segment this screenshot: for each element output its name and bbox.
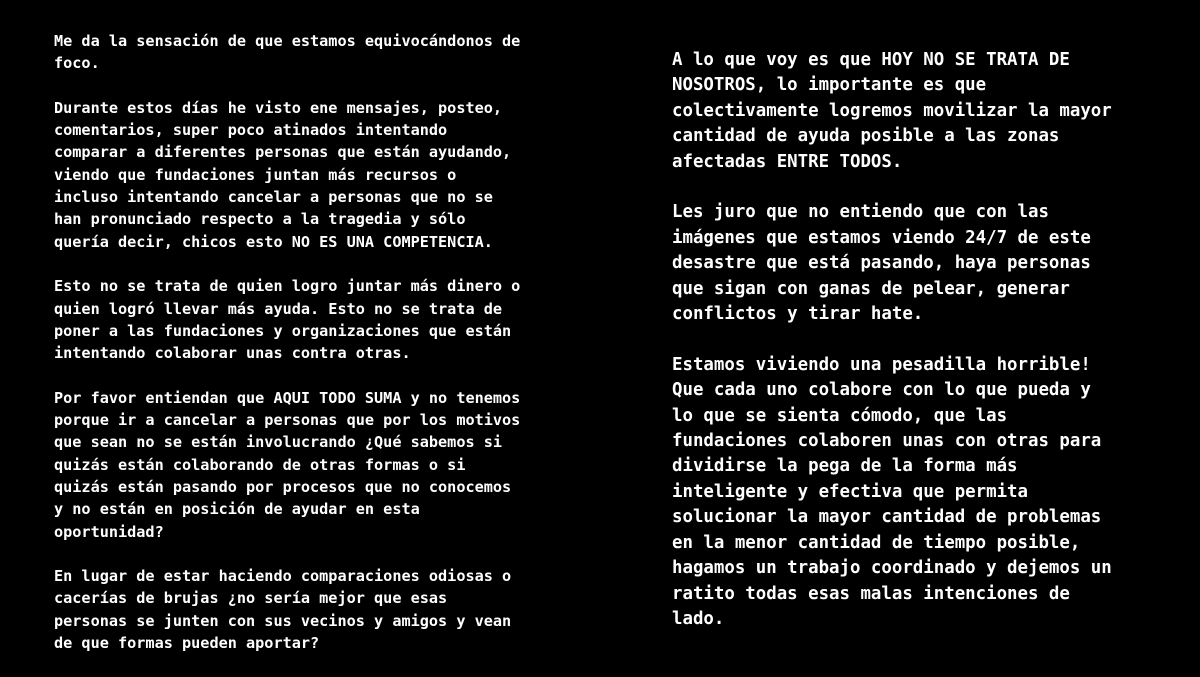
right-paragraph-3: Estamos viviendo una pesadilla horrible! Que cada uno colabore con lo que pueda y lo que se sienta cómodo, que las fundaciones colaboren unas con otras para dividirse la pega de la forma más inteligente y efectiva que permita solucionar la mayor cantidad de problemas en la menor cantidad de tiempo posible, hagamos un trabajo coordinado y dejemos un ratito todas esas malas intenciones de lado.: [672, 354, 1112, 629]
left-paragraph-4: Por favor entiendan que AQUI TODO SUMA y no tenemos porque ir a cancelar a personas que por los motivos que sean no se están involucrando ¿Qué sabemos si quizás están colaborando de otras formas o si quizás están pasando por procesos que no conocemos y no están en posición de ayudar en esta oportunidad?: [54, 388, 521, 541]
right-paragraph-2: Les juro que no entiendo que con las imágenes que estamos viendo 24/7 de este desastre que está pasando, haya personas que sigan con ganas de pelear, generar conflictos y tirar hate.: [672, 202, 1091, 325]
left-paragraph-1: Me da la sensación de que estamos equivocándonos de foco.: [54, 32, 521, 73]
left-paragraph-2: Durante estos días he visto ene mensajes, posteo, comentarios, super poco atinados intentando comparar a diferentes personas que están ayudando, viendo que fundaciones juntan más recursos o incluso intentando cancelar a personas que no se han pronunciado respecto a la tragedia y sólo quería decir, chicos esto NO ES UNA COMPETENCIA.: [54, 98, 512, 251]
left-text-column: [54, 30, 574, 677]
right-text-column: [672, 48, 1172, 658]
left-paragraph-3: Esto no se trata de quien logro juntar más dinero o quien logró llevar más ayuda. Esto no se trata de poner a las fundaciones y organizaciones que están intentando colaborar unas contra otras.: [54, 277, 521, 363]
left-paragraph-5: En lugar de estar haciendo comparaciones odiosas o cacerías de brujas ¿no sería mejor que esas personas se junten con sus vecinos y amigos y vean de que formas pueden aportar?: [54, 567, 512, 653]
right-paragraph-1: A lo que voy es que HOY NO SE TRATA DE NOSOTROS, lo importante es que colectivamente logremos movilizar la mayor cantidad de ayuda posible a las zonas afectadas ENTRE TODOS.: [672, 50, 1112, 172]
